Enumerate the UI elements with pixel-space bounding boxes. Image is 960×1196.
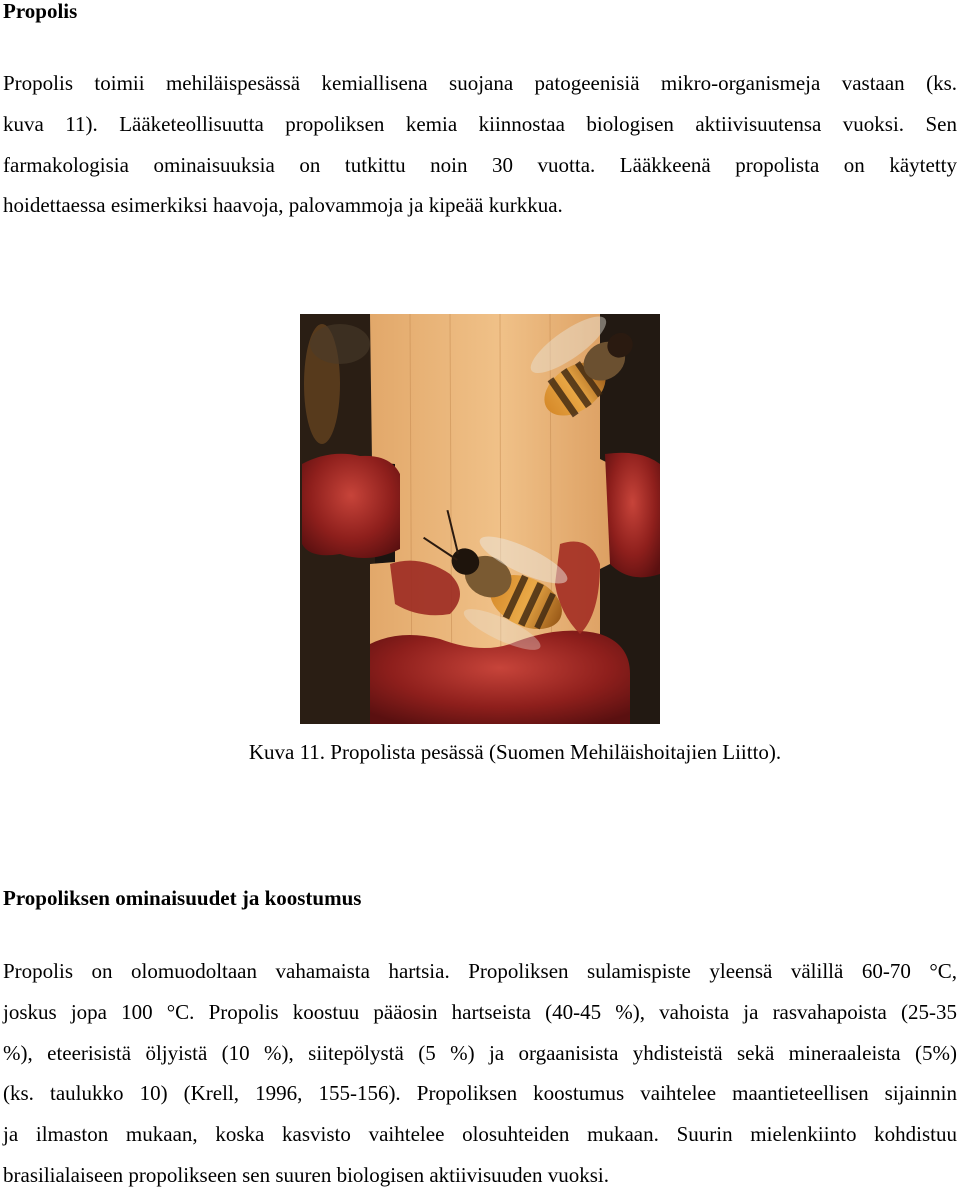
properties-paragraph <box>3 951 957 1196</box>
paragraph-line: hoidettaessa esimerkiksi haavoja, palovammoja ja kipeää kurkkua. <box>3 193 563 218</box>
propolis-bee-photo <box>300 314 660 724</box>
section-title-properties: Propoliksen ominaisuudet ja koostumus <box>3 886 362 910</box>
figure-caption: Kuva 11. Propolista pesässä (Suomen Mehiläishoitajien Liitto). <box>248 740 782 764</box>
section-title-propolis: Propolis <box>3 0 78 23</box>
paragraph-line: farmakologisia ominaisuuksia on tutkittu noin 30 vuotta. Lääkkeenä propolista on käytetty <box>3 152 957 177</box>
intro-paragraph <box>3 63 957 226</box>
paragraph-line: Propolis toimii mehiläispesässä kemiallisena suojana patogeenisiä mikro-organismeja vastaan (ks. <box>3 71 957 95</box>
paragraph-line: (ks. taulukko 10) (Krell, 1996, 155-156). Propoliksen koostumus vaihtelee maantieteellisen sijainnin <box>3 1081 957 1106</box>
paragraph-line: brasilialaiseen propolikseen sen suuren biologisen aktiivisuuden vuoksi. <box>3 1162 609 1187</box>
paragraph-line: ja ilmaston mukaan, koska kasvisto vaihtelee olosuhteiden mukaan. Suurin mielenkiinto kohdistuu <box>3 1122 957 1147</box>
paragraph-line: joskus jopa 100 °C. Propolis koostuu pääosin hartseista (40-45 %), vahoista ja rasvahapoista (25-35 <box>3 999 957 1024</box>
paragraph-line: kuva 11). Lääketeollisuutta propoliksen kemia kiinnostaa biologisen aktiivisuutensa vuoksi. Sen <box>3 111 957 136</box>
paragraph-line: Propolis on olomuodoltaan vahamaista hartsia. Propoliksen sulamispiste yleensä välillä 60-70 °C, <box>3 959 957 983</box>
paragraph-line: %), eteerisistä öljyistä (10 %), siitepölystä (5 %) ja orgaanisista yhdisteistä sekä mineraaleista (5%) <box>3 1040 957 1065</box>
